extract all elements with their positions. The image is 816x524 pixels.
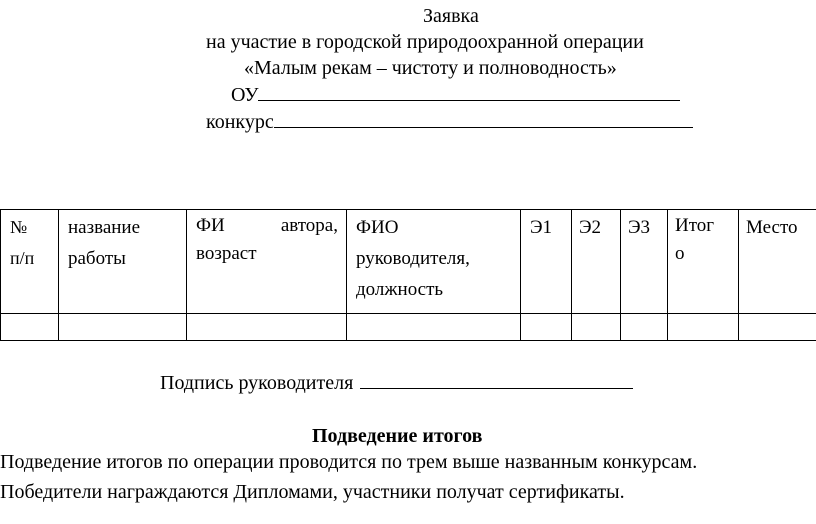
header-place-label: Место [746, 217, 798, 238]
form-subtitle-line: на участие в городской природоохранной операции [206, 31, 644, 53]
header-number-symbol: № [10, 217, 28, 237]
header-author-word2: автора, [280, 215, 338, 236]
header-total-line1: Итог [675, 215, 715, 236]
form-title: Заявка [423, 5, 479, 27]
header-author-line1 [196, 212, 338, 240]
header-cell-e3 [620, 209, 667, 243]
header-cell-e2 [571, 209, 620, 243]
school-label: ОУ [231, 84, 259, 106]
results-paragraph-2: Победители награждаются Дипломами, участники получат сертификаты. [0, 481, 625, 503]
school-field-row [231, 82, 680, 107]
contest-label: конкурс [206, 111, 274, 133]
header-e1-label: Э1 [530, 217, 553, 238]
school-blank-line [258, 82, 680, 101]
header-leader-line1: ФИО [356, 217, 399, 238]
header-leader-line3: должность [356, 279, 444, 300]
signature-blank-line [360, 370, 633, 389]
header-leader-line2: руководителя, [356, 248, 470, 269]
header-e3-label: Э3 [628, 217, 651, 238]
header-cell-place [738, 209, 816, 243]
header-cell-e1 [520, 209, 571, 243]
header-work-line2: работы [68, 248, 126, 269]
table-bottom-border [0, 340, 816, 341]
header-cell-leader [346, 209, 520, 305]
header-total-line2: о [675, 243, 685, 264]
results-heading: Подведение итогов [312, 425, 483, 447]
header-cell-number [0, 209, 58, 274]
header-e2-label: Э2 [579, 217, 602, 238]
signature-row [160, 370, 633, 395]
results-paragraph-1: Подведение итогов по операции проводится по трем выше названным конкурсам. [0, 451, 698, 473]
application-table [0, 209, 816, 341]
signature-label: Подпись руководителя [160, 372, 354, 394]
header-author-word1: ФИ [196, 215, 225, 236]
operation-name: «Малым рекам – чистоту и полноводность» [244, 57, 617, 79]
header-work-line1: название [68, 217, 141, 238]
contest-field-row [206, 109, 693, 134]
header-cell-author [186, 209, 346, 268]
header-number-abbr: п/п [10, 248, 35, 268]
header-cell-total [667, 209, 738, 268]
contest-blank-line [274, 109, 693, 128]
table-row [0, 313, 816, 340]
header-cell-work-title [58, 209, 186, 274]
header-author-line2: возраст [196, 243, 257, 264]
